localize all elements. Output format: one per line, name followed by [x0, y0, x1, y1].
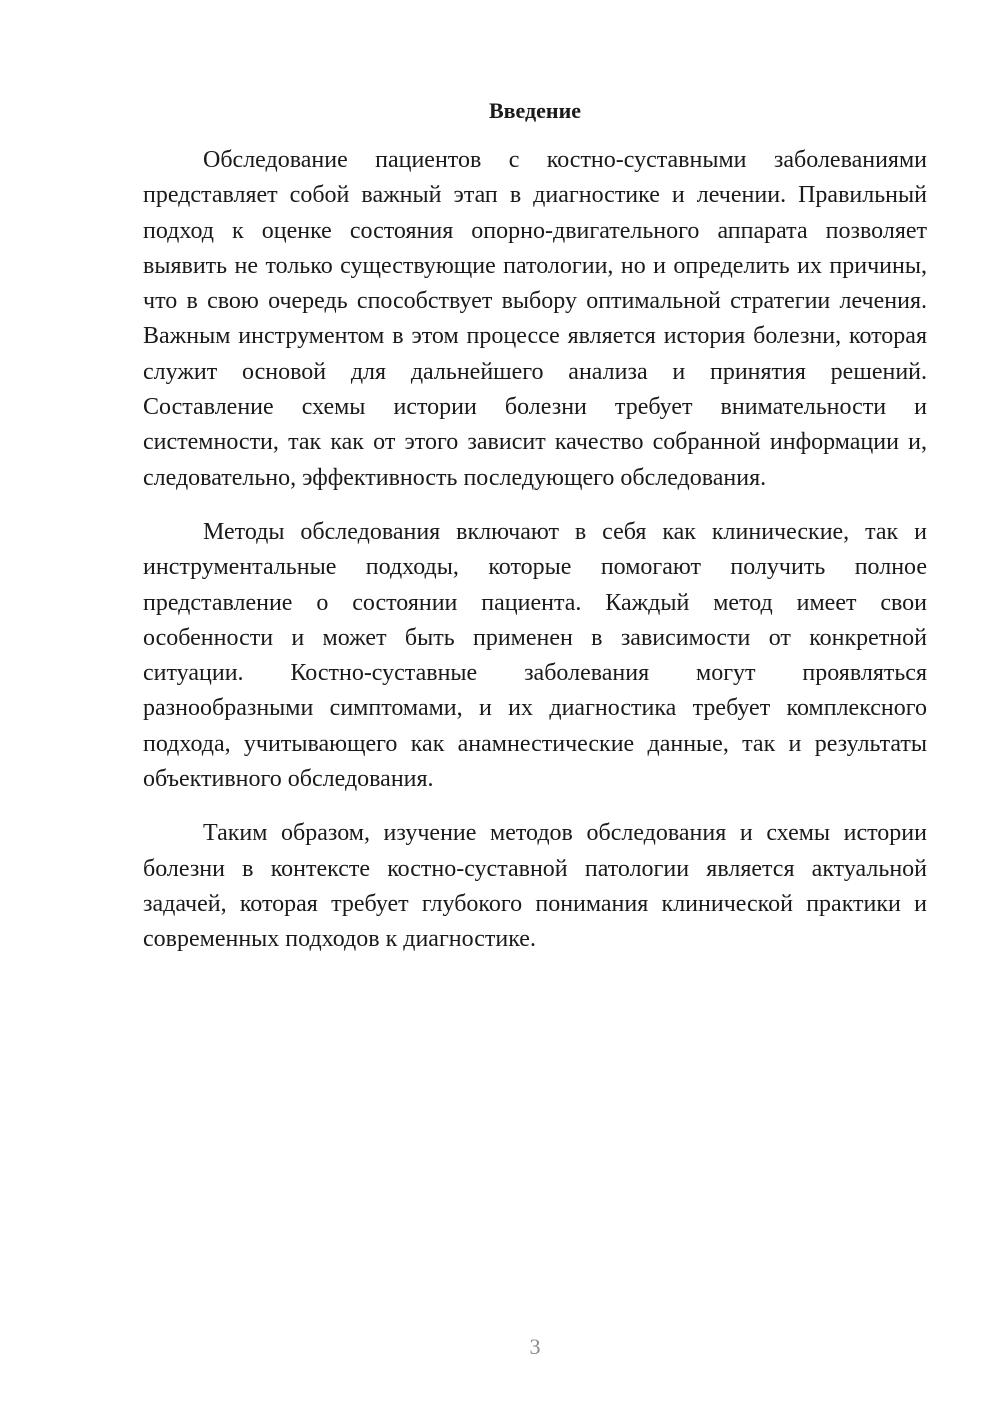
paragraph-3: Таким образом, изучение методов обследования и схемы истории болезни в контексте костно-суставной патологии является актуальной задачей, которая требует глубокого понимания клинической практики и современных подходов к диагностике. [143, 820, 927, 953]
paragraph-2: Методы обследования включают в себя как клинические, так и инструментальные подходы, которые помогают получить полное представление о состоянии пациента. Каждый метод имеет свои особенности и может быть применен в зависимости от конкретной ситуации. Костно-суставные заболевания могут проявляться разнообразными симптомами, и их диагностика требует комплексного подхода, учитывающего как анамнестические данные, так и результаты объективного обследования. [143, 518, 927, 793]
paragraph-1: Обследование пациентов с костно-суставными заболеваниями представляет собой важный этап в диагностике и лечении. Правильный подход к оценке состояния опорно-двигательного аппарата позволяет выявить не только существующие патологии, но и определить их причины, что в свою очередь способствует выбору оптимальной стратегии лечения. Важным инструментом в этом процессе является история болезни, которая служит основой для дальнейшего анализа и принятия решений. Составление схемы истории болезни требует внимательности и системности, так как от этого зависит качество собранной информации и, следовательно, эффективность последующего обследования. [143, 147, 927, 491]
body-text [143, 143, 927, 977]
page-title: Введение [488, 98, 582, 123]
page-number: 3 [529, 1334, 541, 1359]
